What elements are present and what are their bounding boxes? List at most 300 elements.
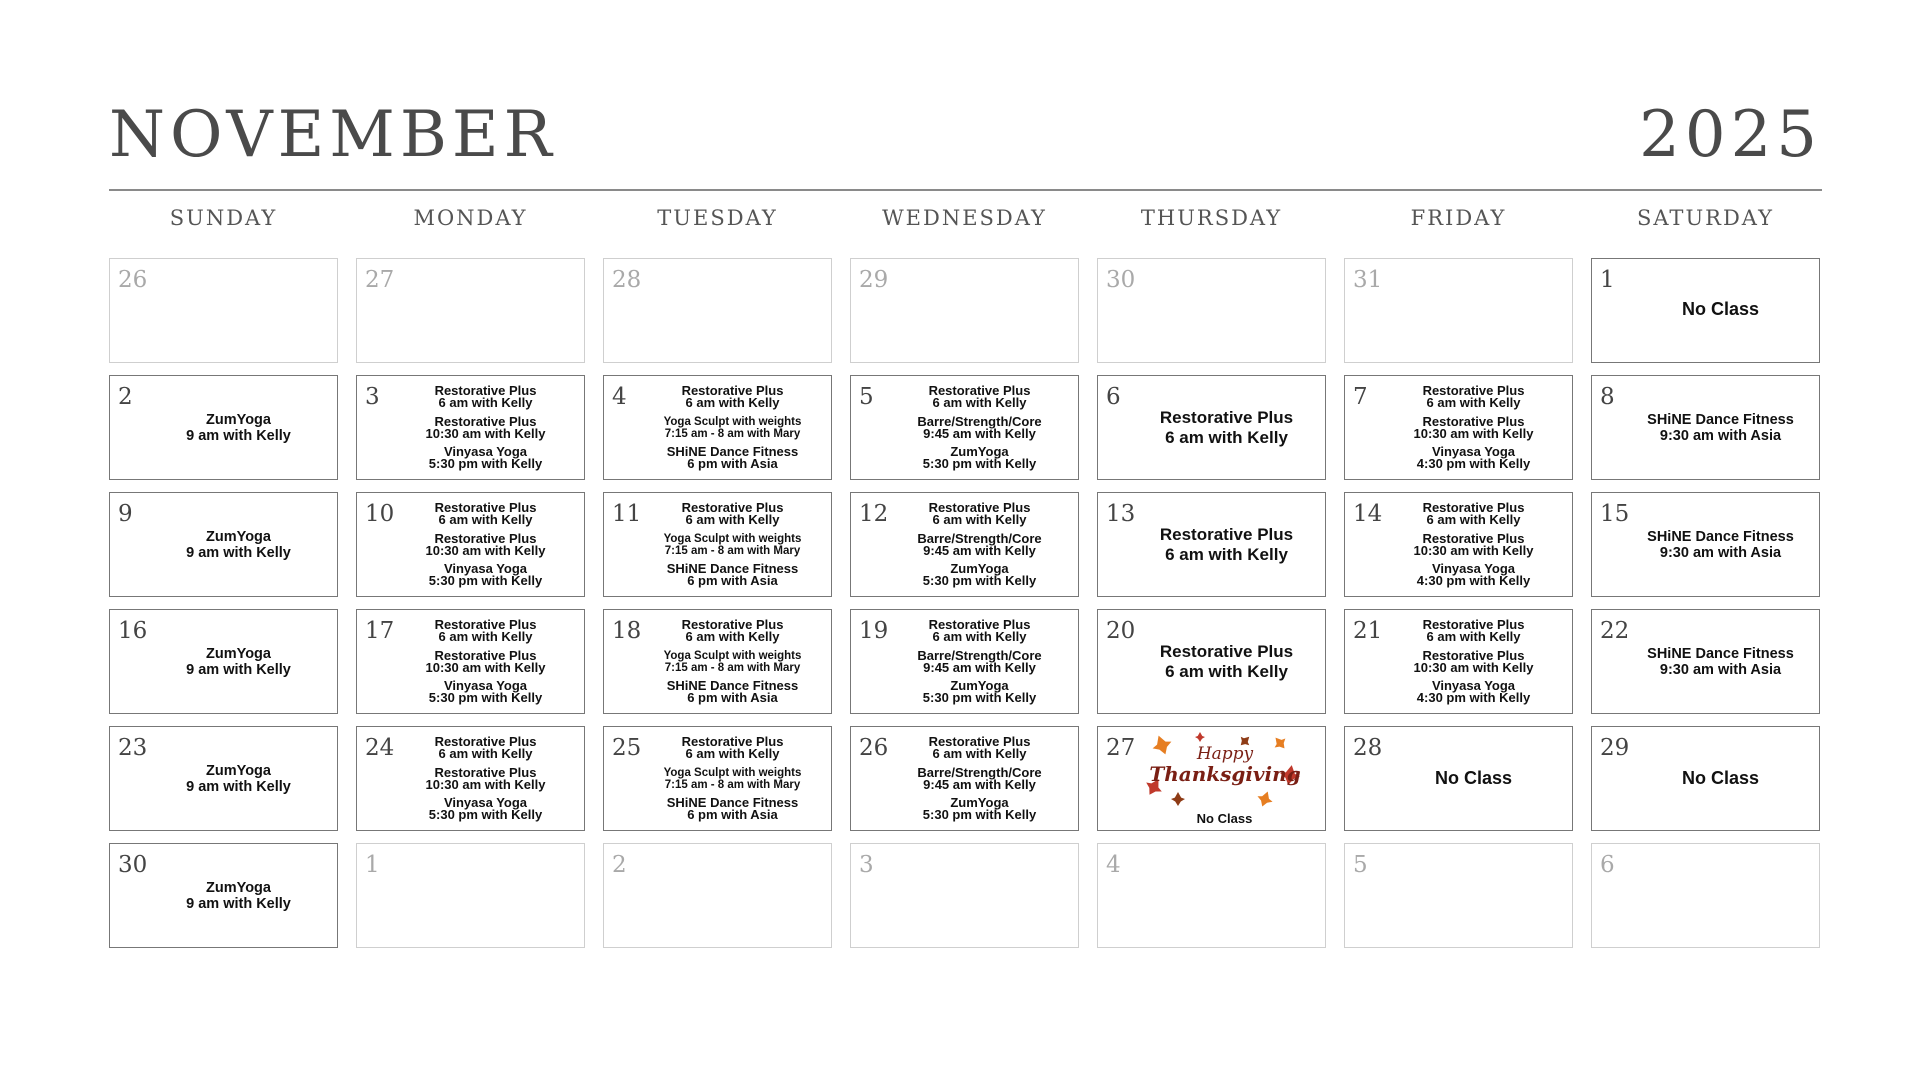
day-cell: [356, 492, 585, 597]
class-event: [928, 616, 1031, 644]
day-number: 16: [118, 618, 148, 644]
class-name: Yoga Sculpt with weights: [663, 649, 802, 662]
day-cell: [356, 609, 585, 714]
class-name: Vinyasa Yoga: [443, 678, 528, 694]
class-time: 5:30 pm with Kelly: [922, 807, 1037, 823]
calendar-grid: [109, 258, 1822, 950]
day-number: 4: [1106, 852, 1121, 878]
class-name: Vinyasa Yoga: [1431, 561, 1516, 577]
class-event: [1417, 563, 1530, 587]
day-number: 3: [859, 852, 874, 878]
class-time: 6 am with Kelly: [685, 745, 780, 761]
class-name: Yoga Sculpt with weights: [663, 532, 802, 545]
class-event: [425, 530, 546, 558]
class-name: Yoga Sculpt with weights: [663, 766, 802, 779]
class-event: [1160, 525, 1293, 565]
class-name: Restorative Plus: [1159, 407, 1294, 427]
day-cell: [603, 609, 832, 714]
day-number: 26: [859, 735, 889, 761]
class-event: [667, 680, 799, 704]
class-name: Restorative Plus: [434, 530, 537, 546]
day-number: 3: [365, 384, 380, 410]
day-cell: [356, 258, 585, 363]
weekday-wednesday: WEDNESDAY: [882, 206, 1047, 230]
class-event: [429, 446, 542, 470]
class-event: [1422, 616, 1525, 644]
class-name: Restorative Plus: [681, 382, 784, 398]
holiday-note: No Class: [1196, 811, 1253, 826]
event-list: [391, 612, 580, 711]
class-event: [186, 646, 291, 678]
event-list: [885, 378, 1074, 477]
event-list: [1132, 612, 1321, 711]
event-list: [885, 729, 1074, 828]
class-name: Vinyasa Yoga: [443, 561, 528, 577]
day-cell: [109, 609, 338, 714]
class-time: 9:45 am with Kelly: [923, 542, 1036, 558]
day-number: 28: [612, 267, 642, 293]
class-time: 4:30 pm with Kelly: [1416, 690, 1531, 706]
class-time: 6 am with Kelly: [1165, 661, 1288, 681]
class-event: [923, 797, 1036, 821]
class-event: [434, 382, 537, 410]
event-list: [638, 612, 827, 711]
event-list: [1626, 378, 1815, 477]
class-event: [917, 764, 1042, 792]
day-cell: [1097, 258, 1326, 363]
event-list: [638, 378, 827, 477]
class-name: Barre/Strength/Core: [917, 764, 1042, 780]
class-event: [1413, 647, 1534, 675]
class-name: ZumYoga: [206, 411, 271, 428]
class-event: [928, 382, 1031, 410]
day-number: 1: [1600, 267, 1615, 293]
day-number: 30: [1106, 267, 1136, 293]
month-title: NOVEMBER: [109, 98, 557, 172]
day-number: 9: [118, 501, 133, 527]
day-number: 12: [859, 501, 889, 527]
class-time: 5:30 pm with Kelly: [428, 807, 543, 823]
class-name: SHiNE Dance Fitness: [666, 795, 799, 811]
day-number: 2: [118, 384, 133, 410]
class-event: [917, 413, 1042, 441]
event-list: [1379, 495, 1568, 594]
class-time: 9 am with Kelly: [186, 544, 291, 561]
class-time: 6 am with Kelly: [438, 628, 533, 644]
class-name: Restorative Plus: [434, 382, 537, 398]
event-list: [1132, 378, 1321, 477]
day-cell: [1591, 726, 1820, 831]
class-event: [923, 563, 1036, 587]
day-cell: [1591, 375, 1820, 480]
class-name: ZumYoga: [206, 762, 271, 779]
class-event: [928, 499, 1031, 527]
class-event: [1160, 642, 1293, 682]
thanksgiving-leaves-icon: [1140, 729, 1310, 809]
day-number: 26: [118, 267, 148, 293]
event-list: [885, 612, 1074, 711]
class-time: 10:30 am with Kelly: [425, 425, 546, 441]
class-name: Restorative Plus: [434, 647, 537, 663]
day-number: 31: [1353, 267, 1383, 293]
class-name: Restorative Plus: [434, 413, 537, 429]
class-name: Restorative Plus: [1422, 413, 1525, 429]
no-class-label: No Class: [1434, 768, 1513, 788]
class-event: [664, 416, 802, 440]
event-list: [1379, 378, 1568, 477]
day-number: 27: [365, 267, 395, 293]
day-number: 8: [1600, 384, 1615, 410]
class-name: ZumYoga: [950, 678, 1009, 694]
class-time: 9:45 am with Kelly: [923, 659, 1036, 675]
class-name: ZumYoga: [206, 879, 271, 896]
event-list: [391, 495, 580, 594]
class-name: Restorative Plus: [434, 733, 537, 749]
class-name: Restorative Plus: [681, 616, 784, 632]
day-cell: [1591, 609, 1820, 714]
holiday-line1: Happy: [1196, 744, 1253, 764]
event-list: [391, 729, 580, 828]
class-event: [425, 764, 546, 792]
class-name: Restorative Plus: [434, 616, 537, 632]
class-event: [923, 680, 1036, 704]
class-name: SHiNE Dance Fitness: [666, 444, 799, 460]
day-number: 7: [1353, 384, 1368, 410]
class-name: Restorative Plus: [928, 616, 1031, 632]
holiday-line2: Thanksgiving: [1148, 762, 1301, 786]
weekday-header-row: [109, 206, 1822, 238]
class-time: 9 am with Kelly: [186, 778, 291, 795]
day-number: 22: [1600, 618, 1630, 644]
event-list: [638, 495, 827, 594]
class-time: 6 am with Kelly: [1426, 511, 1521, 527]
class-time: 10:30 am with Kelly: [425, 542, 546, 558]
class-event: [917, 647, 1042, 675]
day-cell: [356, 375, 585, 480]
class-name: Yoga Sculpt with weights: [663, 415, 802, 428]
day-number: 1: [365, 852, 380, 878]
class-event: [681, 733, 784, 761]
class-event: [1413, 530, 1534, 558]
class-event: [1647, 412, 1794, 444]
class-event: [186, 763, 291, 795]
class-time: 10:30 am with Kelly: [1413, 542, 1534, 558]
day-number: 10: [365, 501, 395, 527]
class-time: 5:30 pm with Kelly: [428, 456, 543, 472]
class-name: SHiNE Dance Fitness: [1647, 645, 1794, 662]
day-number: 13: [1106, 501, 1136, 527]
event-list: [1379, 612, 1568, 711]
class-event: [1413, 413, 1534, 441]
class-name: Restorative Plus: [434, 499, 537, 515]
event-list: [1626, 261, 1815, 360]
class-event: [1422, 382, 1525, 410]
class-event: [434, 499, 537, 527]
class-time: 6 am with Kelly: [685, 628, 780, 644]
day-number: 19: [859, 618, 889, 644]
day-cell: [1097, 843, 1326, 948]
day-cell: [850, 492, 1079, 597]
class-time: 5:30 pm with Kelly: [428, 573, 543, 589]
day-cell: [1591, 258, 1820, 363]
day-number: 5: [859, 384, 874, 410]
class-time: 10:30 am with Kelly: [1413, 425, 1534, 441]
day-cell: [109, 258, 338, 363]
day-number: 28: [1353, 735, 1383, 761]
class-time: 7:15 am - 8 am with Mary: [664, 778, 801, 791]
day-cell: [850, 375, 1079, 480]
event-list: [1132, 495, 1321, 594]
class-event: [1417, 446, 1530, 470]
class-event: [664, 767, 802, 791]
class-time: 7:15 am - 8 am with Mary: [664, 427, 801, 440]
class-event: [667, 797, 799, 821]
weekday-monday: MONDAY: [413, 206, 528, 230]
class-event: [1647, 529, 1794, 561]
weekday-sunday: SUNDAY: [169, 206, 278, 230]
day-cell: [850, 726, 1079, 831]
day-cell: [109, 375, 338, 480]
day-number: 25: [612, 735, 642, 761]
event-list: [144, 846, 333, 945]
event-list: [144, 729, 333, 828]
class-time: 6 am with Kelly: [685, 394, 780, 410]
class-name: ZumYoga: [950, 444, 1009, 460]
day-cell: [1591, 843, 1820, 948]
class-event: [681, 499, 784, 527]
class-time: 9:30 am with Asia: [1659, 427, 1782, 444]
event-list: [638, 729, 827, 828]
class-time: 6 pm with Asia: [687, 456, 778, 472]
class-time: 6 am with Kelly: [438, 745, 533, 761]
class-time: 5:30 pm with Kelly: [922, 690, 1037, 706]
class-name: Vinyasa Yoga: [1431, 678, 1516, 694]
thanksgiving-graphic: [1128, 729, 1321, 828]
no-class-label: No Class: [1681, 299, 1760, 319]
class-time: 6 am with Kelly: [1426, 628, 1521, 644]
day-cell: [109, 492, 338, 597]
weekday-saturday: SATURDAY: [1637, 206, 1774, 230]
day-cell: [1097, 609, 1326, 714]
class-time: 6 am with Kelly: [1426, 394, 1521, 410]
event-list: [144, 612, 333, 711]
class-event: [1422, 499, 1525, 527]
day-number: 11: [612, 501, 642, 527]
event-list: [144, 495, 333, 594]
class-name: Barre/Strength/Core: [917, 647, 1042, 663]
class-event: [667, 446, 799, 470]
class-time: 5:30 pm with Kelly: [922, 456, 1037, 472]
class-time: 7:15 am - 8 am with Mary: [664, 544, 801, 557]
day-cell: [1591, 492, 1820, 597]
class-name: Barre/Strength/Core: [917, 530, 1042, 546]
event-list: [1626, 729, 1815, 828]
class-name: Restorative Plus: [1159, 524, 1294, 544]
class-time: 9 am with Kelly: [186, 661, 291, 678]
weekday-friday: FRIDAY: [1410, 206, 1507, 230]
day-cell: [1344, 258, 1573, 363]
day-number: 21: [1353, 618, 1383, 644]
day-cell: [1344, 843, 1573, 948]
day-cell: [109, 726, 338, 831]
no-class-label: No Class: [1681, 768, 1760, 788]
day-cell: [850, 258, 1079, 363]
day-cell: [109, 843, 338, 948]
class-time: 9 am with Kelly: [186, 427, 291, 444]
day-number: 29: [859, 267, 889, 293]
class-event: [429, 680, 542, 704]
class-time: 9:30 am with Asia: [1659, 544, 1782, 561]
day-cell: [603, 726, 832, 831]
class-event: [928, 733, 1031, 761]
class-name: Restorative Plus: [681, 733, 784, 749]
event-list: [1626, 612, 1815, 711]
class-name: ZumYoga: [950, 561, 1009, 577]
day-number: 27: [1106, 735, 1136, 761]
class-event: [664, 533, 802, 557]
class-time: 9 am with Kelly: [186, 895, 291, 912]
class-event: [434, 733, 537, 761]
weekday-thursday: THURSDAY: [1140, 206, 1283, 230]
class-time: 6 am with Kelly: [1165, 427, 1288, 447]
class-name: SHiNE Dance Fitness: [1647, 411, 1794, 428]
class-event: [917, 530, 1042, 558]
class-event: [664, 650, 802, 674]
class-name: Vinyasa Yoga: [443, 444, 528, 460]
day-number: 20: [1106, 618, 1136, 644]
day-cell: [603, 492, 832, 597]
event-list: [391, 378, 580, 477]
class-event: [425, 413, 546, 441]
class-name: Restorative Plus: [1422, 530, 1525, 546]
class-event: [667, 563, 799, 587]
day-cell: [1344, 726, 1573, 831]
class-time: 4:30 pm with Kelly: [1416, 573, 1531, 589]
class-name: Vinyasa Yoga: [443, 795, 528, 811]
class-event: [681, 382, 784, 410]
class-time: 6 pm with Asia: [687, 573, 778, 589]
class-name: Restorative Plus: [1159, 641, 1294, 661]
class-name: Restorative Plus: [681, 499, 784, 515]
class-name: Restorative Plus: [434, 764, 537, 780]
event-list: [144, 378, 333, 477]
day-cell: [603, 375, 832, 480]
class-time: 6 am with Kelly: [685, 511, 780, 527]
class-event: [434, 616, 537, 644]
class-name: Restorative Plus: [1422, 499, 1525, 515]
class-event: [1417, 680, 1530, 704]
class-time: 6 am with Kelly: [932, 511, 1027, 527]
class-name: Restorative Plus: [1422, 647, 1525, 663]
class-name: Restorative Plus: [1422, 382, 1525, 398]
class-time: 4:30 pm with Kelly: [1416, 456, 1531, 472]
day-cell: [603, 258, 832, 363]
event-list: [1626, 495, 1815, 594]
class-time: 10:30 am with Kelly: [1413, 659, 1534, 675]
class-time: 5:30 pm with Kelly: [922, 573, 1037, 589]
class-name: ZumYoga: [950, 795, 1009, 811]
day-cell: [356, 843, 585, 948]
class-name: SHiNE Dance Fitness: [1647, 528, 1794, 545]
day-cell: [1344, 492, 1573, 597]
class-time: 10:30 am with Kelly: [425, 776, 546, 792]
day-number: 6: [1600, 852, 1615, 878]
day-number: 30: [118, 852, 148, 878]
class-event: [681, 616, 784, 644]
day-number: 15: [1600, 501, 1630, 527]
day-number: 6: [1106, 384, 1121, 410]
day-number: 24: [365, 735, 395, 761]
class-time: 9:45 am with Kelly: [923, 776, 1036, 792]
day-number: 29: [1600, 735, 1630, 761]
class-event: [186, 529, 291, 561]
class-time: 10:30 am with Kelly: [425, 659, 546, 675]
calendar-header: [109, 95, 1822, 190]
class-name: ZumYoga: [206, 645, 271, 662]
class-event: [429, 797, 542, 821]
class-name: SHiNE Dance Fitness: [666, 678, 799, 694]
class-event: [425, 647, 546, 675]
class-time: 9:30 am with Asia: [1659, 661, 1782, 678]
class-event: [429, 563, 542, 587]
event-list: [885, 495, 1074, 594]
day-number: 23: [118, 735, 148, 761]
class-name: SHiNE Dance Fitness: [666, 561, 799, 577]
day-cell: [1097, 375, 1326, 480]
day-cell: [1344, 609, 1573, 714]
day-number: 2: [612, 852, 627, 878]
header-divider: [109, 189, 1822, 191]
class-name: Restorative Plus: [1422, 616, 1525, 632]
class-event: [1160, 408, 1293, 448]
class-time: 6 am with Kelly: [932, 628, 1027, 644]
class-name: Restorative Plus: [928, 499, 1031, 515]
class-time: 6 am with Kelly: [438, 394, 533, 410]
day-number: 18: [612, 618, 642, 644]
day-cell: [1344, 375, 1573, 480]
class-time: 6 am with Kelly: [438, 511, 533, 527]
class-event: [186, 880, 291, 912]
class-time: 6 am with Kelly: [932, 394, 1027, 410]
class-event: [923, 446, 1036, 470]
year-title: 2025: [1639, 98, 1822, 172]
day-cell: [850, 843, 1079, 948]
day-number: 5: [1353, 852, 1368, 878]
day-cell: [356, 726, 585, 831]
class-name: Barre/Strength/Core: [917, 413, 1042, 429]
class-time: 6 pm with Asia: [687, 690, 778, 706]
day-cell: [850, 609, 1079, 714]
class-time: 5:30 pm with Kelly: [428, 690, 543, 706]
weekday-tuesday: TUESDAY: [657, 206, 778, 230]
day-number: 17: [365, 618, 395, 644]
class-time: 6 am with Kelly: [932, 745, 1027, 761]
event-list: [1379, 729, 1568, 828]
class-time: 9:45 am with Kelly: [923, 425, 1036, 441]
day-number: 4: [612, 384, 627, 410]
class-event: [1647, 646, 1794, 678]
day-cell: [603, 843, 832, 948]
class-name: Restorative Plus: [928, 733, 1031, 749]
day-cell: [1097, 726, 1326, 831]
day-cell: [1097, 492, 1326, 597]
class-name: ZumYoga: [206, 528, 271, 545]
day-number: 14: [1353, 501, 1383, 527]
class-name: Vinyasa Yoga: [1431, 444, 1516, 460]
class-time: 6 pm with Asia: [687, 807, 778, 823]
class-time: 7:15 am - 8 am with Mary: [664, 661, 801, 674]
class-name: Restorative Plus: [928, 382, 1031, 398]
